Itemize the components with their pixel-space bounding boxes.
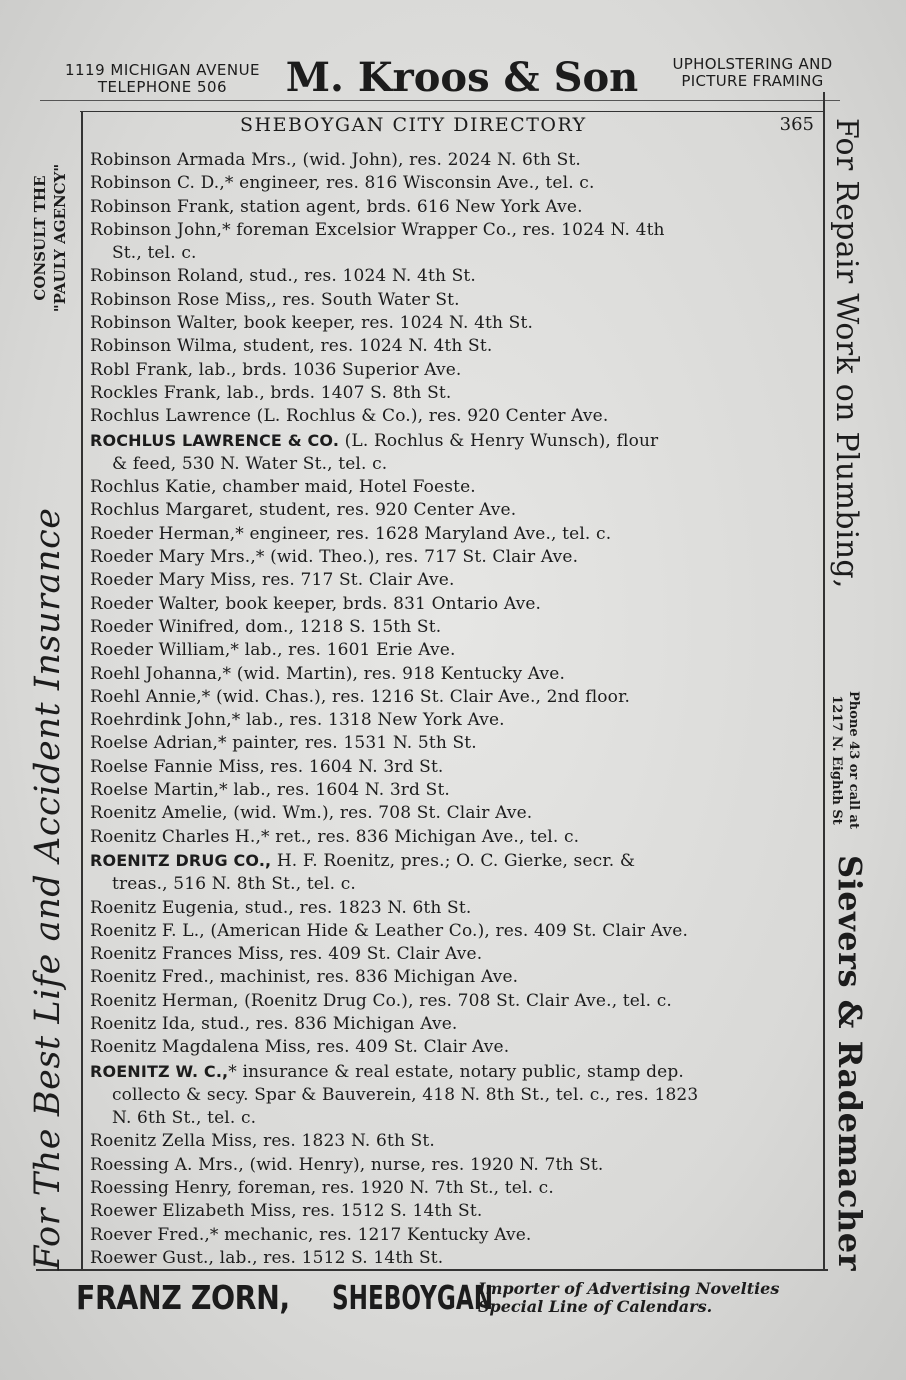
entry-name: Roenitz bbox=[90, 1013, 157, 1034]
directory-entry bbox=[90, 779, 822, 802]
entry-details: Ida, stud., res. 836 Michigan Ave. bbox=[156, 1013, 458, 1034]
entry-name: Roessing bbox=[90, 1178, 170, 1199]
header-address: 1119 MICHIGAN AVENUE bbox=[64, 61, 261, 79]
entry-details: Mary Miss, res. 717 St. Clair Ave. bbox=[153, 570, 455, 591]
directory-entry bbox=[90, 149, 822, 172]
directory-entry bbox=[90, 616, 822, 639]
entry-details: Elizabeth Miss, res. 1512 S. 14th St. bbox=[156, 1201, 483, 1222]
entry-name: Rochlus bbox=[90, 477, 160, 498]
directory-entry bbox=[90, 709, 822, 732]
directory-entry bbox=[90, 990, 822, 1013]
side-ad-agency bbox=[30, 108, 70, 368]
entry-name: Roewer bbox=[90, 1201, 157, 1222]
side-ad-insurance: For The Best Life and Accident Insurance bbox=[28, 507, 68, 1270]
directory-entry bbox=[90, 523, 822, 546]
frame-right-rule bbox=[823, 92, 825, 1270]
side-ad-plumbing: For Repair Work on Plumbing, bbox=[829, 118, 864, 589]
directory-entry bbox=[90, 499, 822, 522]
entry-name: Roenitz bbox=[90, 897, 157, 918]
directory-entry bbox=[90, 265, 822, 288]
entry-details: Rose Miss,, res. South Water St. bbox=[171, 289, 460, 310]
entry-details: Fred., machinist, res. 836 Michigan Ave. bbox=[156, 967, 519, 988]
directory-entry bbox=[90, 966, 822, 989]
directory-entry bbox=[90, 756, 822, 779]
directory-entry bbox=[90, 663, 822, 686]
header-telephone: TELEPHONE 506 bbox=[97, 78, 228, 96]
entry-name: Roelse bbox=[90, 756, 149, 777]
directory-entry bbox=[90, 639, 822, 662]
entry-details: Frank, station agent, brds. 616 New York Ave. bbox=[171, 196, 583, 217]
entry-details: H. F. Roenitz, pres.; O. C. Gierke, secr. & bbox=[271, 850, 636, 871]
entry-name: Robinson bbox=[90, 313, 172, 334]
entry-details: John,* foreman Excelsior Wrapper Co., res. 1024 N. 4th bbox=[171, 219, 665, 240]
entry-details: Mary Mrs.,* (wid. Theo.), res. 717 St. Clair Ave. bbox=[153, 547, 579, 568]
entry-details: Herman,* engineer, res. 1628 Maryland Ave., tel. c. bbox=[153, 523, 612, 544]
entry-name: Robinson bbox=[90, 336, 172, 357]
entry-name: Roenitz bbox=[90, 1037, 157, 1058]
entry-details: Katie, chamber maid, Hotel Foeste. bbox=[159, 477, 476, 498]
entry-details: Margaret, student, res. 920 Center Ave. bbox=[159, 500, 517, 521]
directory-entry bbox=[90, 196, 822, 219]
header-rule bbox=[40, 100, 840, 101]
entry-name: Roenitz bbox=[90, 826, 157, 847]
entry-details: Annie,* (wid. Chas.), res. 1216 St. Clair Ave., 2nd floor. bbox=[140, 686, 631, 707]
entry-name: Roeder bbox=[90, 593, 154, 614]
entry-details: Henry, foreman, res. 1920 N. 7th St., tel. c. bbox=[169, 1178, 554, 1199]
entry-name: Roelse bbox=[90, 780, 149, 801]
entry-name: Robinson bbox=[90, 173, 172, 194]
side-ad-phone-line1: Phone 43 or call at bbox=[846, 691, 861, 829]
entry-continuation: & feed, 530 N. Water St., tel. c. bbox=[112, 453, 388, 474]
footer-tagline-line1: Importer of Advertising Novelties bbox=[478, 1279, 780, 1298]
entry-name: Roenitz bbox=[90, 990, 157, 1011]
header-service-1: UPHOLSTERING AND bbox=[672, 55, 833, 73]
entry-details: Frances Miss, res. 409 St. Clair Ave. bbox=[156, 944, 483, 965]
directory-entry bbox=[90, 1247, 822, 1270]
directory-entry bbox=[90, 219, 822, 266]
entry-name: Roewer bbox=[90, 1247, 157, 1268]
directory-entry bbox=[90, 593, 822, 616]
entry-name: Roenitz bbox=[90, 1131, 157, 1152]
directory-entry bbox=[90, 1130, 822, 1153]
entry-details: (L. Rochlus & Henry Wunsch), flour bbox=[339, 430, 659, 451]
entry-details: Wilma, student, res. 1024 N. 4th St. bbox=[171, 336, 493, 357]
directory-entry bbox=[90, 1177, 822, 1200]
directory-entry bbox=[90, 569, 822, 592]
entry-name: Rochlus bbox=[90, 406, 160, 427]
directory-entry bbox=[90, 1013, 822, 1036]
entry-name: ROENITZ DRUG CO., bbox=[90, 850, 272, 870]
entry-details: Roland, stud., res. 1024 N. 4th St. bbox=[171, 266, 476, 287]
entry-name: Robinson bbox=[90, 150, 172, 170]
entry-details: C. D.,* engineer, res. 816 Wisconsin Ave., tel. c. bbox=[171, 173, 595, 194]
footer-tagline bbox=[478, 1280, 818, 1316]
entry-details: Frank, lab., brds. 1036 Superior Ave. bbox=[129, 359, 462, 380]
entry-name: Robinson bbox=[90, 289, 172, 310]
directory-entry bbox=[90, 943, 822, 966]
entry-name: Roelse bbox=[90, 733, 149, 754]
entry-details: Magdalena Miss, res. 409 St. Clair Ave. bbox=[156, 1037, 510, 1058]
directory-entry bbox=[90, 312, 822, 335]
entry-details: F. L., (American Hide & Leather Co.), res. 409 St. Clair Ave. bbox=[156, 920, 688, 941]
entry-name: Roeder bbox=[90, 616, 154, 637]
entry-details: Armada Mrs., (wid. John), res. 2024 N. 6th St. bbox=[171, 150, 581, 170]
frame-top-rule bbox=[80, 111, 825, 112]
side-ad-agency-line1: CONSULT THE bbox=[31, 175, 49, 301]
directory-entry bbox=[90, 382, 822, 405]
directory-entry bbox=[90, 405, 822, 428]
entry-details: Johanna,* (wid. Martin), res. 918 Kentucky Ave. bbox=[140, 663, 566, 684]
entry-name: Roenitz bbox=[90, 803, 157, 824]
directory-entry bbox=[90, 1154, 822, 1177]
entry-details: * insurance & real estate, notary public, stamp dep. bbox=[228, 1061, 684, 1082]
directory-entry bbox=[90, 546, 822, 569]
directory-entry bbox=[90, 1200, 822, 1223]
entry-name: Robinson bbox=[90, 196, 172, 217]
entry-name: Robinson bbox=[90, 219, 172, 240]
header-advertiser: M. Kroos & Son bbox=[285, 54, 639, 101]
directory-entry bbox=[90, 429, 822, 477]
entry-details: Lawrence (L. Rochlus & Co.), res. 920 Center Ave. bbox=[159, 406, 609, 427]
directory-entry bbox=[90, 1224, 822, 1247]
entry-name: Roever bbox=[90, 1224, 152, 1245]
entry-details: William,* lab., res. 1601 Erie Ave. bbox=[153, 640, 456, 661]
entry-continuation: collecto & secy. Spar & Bauverein, 418 N. 8th St., tel. c., res. 1823 bbox=[112, 1084, 699, 1105]
directory-entry bbox=[90, 359, 822, 382]
frame-left-rule bbox=[81, 111, 83, 1269]
directory-entry bbox=[90, 476, 822, 499]
directory-entries bbox=[90, 149, 822, 1270]
directory-entry bbox=[90, 849, 822, 897]
entry-name: Roehrdink bbox=[90, 710, 182, 731]
directory-entry bbox=[90, 897, 822, 920]
entry-details: Amelie, (wid. Wm.), res. 708 St. Clair Ave. bbox=[156, 803, 533, 824]
directory-entry bbox=[90, 732, 822, 755]
directory-entry bbox=[90, 826, 822, 849]
directory-entry bbox=[90, 802, 822, 825]
entry-name: Robl bbox=[90, 359, 130, 380]
footer-city: SHEBOYGAN bbox=[332, 1278, 494, 1317]
directory-entry bbox=[90, 686, 822, 709]
running-head bbox=[90, 114, 820, 140]
directory-entry bbox=[90, 289, 822, 312]
side-ad-phone-line2: 1217 N. Eighth St bbox=[829, 695, 844, 825]
entry-name: Roenitz bbox=[90, 920, 157, 941]
entry-details: Frank, lab., brds. 1407 S. 8th St. bbox=[158, 382, 452, 403]
entry-details: Winifred, dom., 1218 S. 15th St. bbox=[153, 616, 442, 637]
running-title: SHEBOYGAN CITY DIRECTORY bbox=[240, 114, 587, 136]
directory-entry bbox=[90, 1036, 822, 1059]
entry-details: Zella Miss, res. 1823 N. 6th St. bbox=[156, 1131, 435, 1152]
header-left-ad bbox=[50, 62, 275, 96]
directory-entry bbox=[90, 920, 822, 943]
directory-entry bbox=[90, 335, 822, 358]
entry-details: John,* lab., res. 1318 New York Ave. bbox=[181, 710, 505, 731]
entry-name: Roenitz bbox=[90, 944, 157, 965]
entry-details: Gust., lab., res. 1512 S. 14th St. bbox=[156, 1247, 444, 1268]
entry-name: Robinson bbox=[90, 266, 172, 287]
directory-entry bbox=[90, 1060, 822, 1131]
header-service-2: PICTURE FRAMING bbox=[681, 72, 824, 90]
entry-name: ROCHLUS LAWRENCE & CO. bbox=[90, 430, 340, 450]
entry-details: Walter, book keeper, brds. 831 Ontario Ave. bbox=[153, 593, 542, 614]
entry-continuation: treas., 516 N. 8th St., tel. c. bbox=[112, 874, 356, 895]
entry-name: ROENITZ W. C., bbox=[90, 1061, 229, 1081]
entry-details: Eugenia, stud., res. 1823 N. 6th St. bbox=[156, 897, 472, 918]
entry-details: Walter, book keeper, res. 1024 N. 4th St. bbox=[171, 313, 534, 334]
entry-name: Rochlus bbox=[90, 500, 160, 521]
footer-tagline-line2: Special Line of Calendars. bbox=[478, 1297, 713, 1316]
entry-details: Fannie Miss, res. 1604 N. 3rd St. bbox=[148, 756, 444, 777]
side-ad-phone bbox=[828, 660, 862, 860]
entry-details: Charles H.,* ret., res. 836 Michigan Ave., tel. c. bbox=[156, 826, 580, 847]
entry-name: Roessing bbox=[90, 1154, 170, 1175]
entry-name: Roeder bbox=[90, 523, 154, 544]
entry-details: A. Mrs., (wid. Henry), nurse, res. 1920 N. 7th St. bbox=[169, 1154, 604, 1175]
entry-continuation: St., tel. c. bbox=[112, 243, 197, 264]
entry-name: Roehl bbox=[90, 686, 141, 707]
side-ad-firm: Sievers & Rademacher bbox=[831, 855, 869, 1271]
entry-name: Rockles bbox=[90, 382, 159, 403]
entry-name: Roehl bbox=[90, 663, 141, 684]
entry-name: Roenitz bbox=[90, 967, 157, 988]
entry-name: Roeder bbox=[90, 570, 154, 591]
entry-details: Fred.,* mechanic, res. 1217 Kentucky Ave. bbox=[151, 1224, 532, 1245]
entry-name: Roeder bbox=[90, 547, 154, 568]
entry-name: Roeder bbox=[90, 640, 154, 661]
entry-continuation: N. 6th St., tel. c. bbox=[112, 1108, 257, 1129]
entry-details: Herman, (Roenitz Drug Co.), res. 708 St. Clair Ave., tel. c. bbox=[156, 990, 672, 1011]
page-number: 365 bbox=[779, 114, 814, 135]
side-ad-agency-line2: "PAULY AGENCY" bbox=[51, 163, 69, 313]
entry-details: Adrian,* painter, res. 1531 N. 5th St. bbox=[148, 733, 477, 754]
footer-name: FRANZ ZORN, bbox=[76, 1278, 290, 1317]
header-right-ad bbox=[650, 56, 855, 90]
entry-details: Martin,* lab., res. 1604 N. 3rd St. bbox=[148, 780, 450, 801]
directory-entry bbox=[90, 172, 822, 195]
footer-ad bbox=[70, 1274, 850, 1330]
